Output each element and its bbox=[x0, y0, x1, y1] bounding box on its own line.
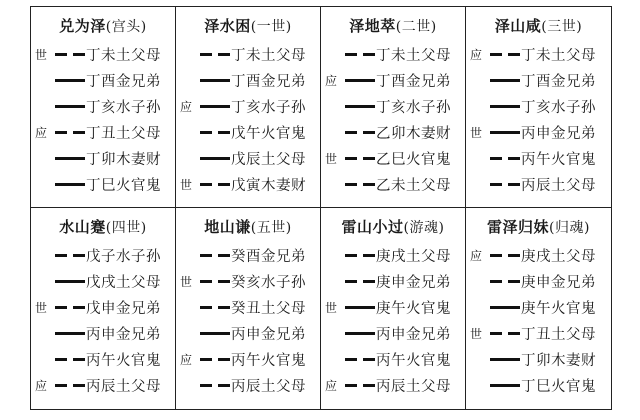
yao-line bbox=[325, 145, 461, 171]
yao-line bbox=[470, 372, 607, 398]
line-text: 戊申金兄弟 bbox=[86, 300, 161, 317]
line-text: 丁未土父母 bbox=[376, 47, 451, 64]
hexagram-title: 兑为泽(宫头) bbox=[59, 17, 147, 35]
yao-line bbox=[325, 93, 461, 119]
yang-line-icon bbox=[490, 101, 520, 111]
yang-line-icon bbox=[55, 179, 85, 189]
yin-line-icon bbox=[200, 354, 230, 364]
line-text: 丁亥水子孙 bbox=[86, 99, 161, 116]
line-text: 戊寅木妻财 bbox=[231, 177, 306, 194]
yang-line-icon bbox=[345, 75, 375, 85]
yin-line-icon bbox=[345, 276, 375, 286]
yin-line-icon bbox=[345, 354, 375, 364]
yang-line-icon bbox=[55, 101, 85, 111]
yao-line bbox=[35, 294, 171, 320]
line-text: 丙辰土父母 bbox=[86, 378, 161, 395]
line-mark: 世 bbox=[180, 274, 193, 289]
hexagram-title: 雷泽归妹(归魂) bbox=[487, 218, 590, 236]
yin-line-icon bbox=[200, 276, 230, 286]
yao-line bbox=[325, 294, 461, 320]
yang-line-icon bbox=[490, 302, 520, 312]
yao-line bbox=[470, 171, 607, 197]
yao-line bbox=[470, 294, 607, 320]
yao-line bbox=[470, 41, 607, 67]
line-text: 癸酉金兄弟 bbox=[231, 248, 306, 265]
line-text: 丁巳火官鬼 bbox=[521, 378, 596, 395]
yin-line-icon bbox=[200, 179, 230, 189]
line-mark: 应 bbox=[470, 47, 483, 62]
line-text: 丙辰土父母 bbox=[376, 378, 451, 395]
hexagram-title: 泽山咸(三世) bbox=[494, 17, 583, 35]
line-text: 丙午火官鬼 bbox=[231, 352, 306, 369]
line-text: 戊子水子孙 bbox=[86, 248, 161, 265]
line-text: 丁卯木妻财 bbox=[521, 352, 596, 369]
line-mark: 应 bbox=[180, 352, 193, 367]
line-text: 庚申金兄弟 bbox=[376, 274, 451, 291]
yao-line bbox=[35, 41, 171, 67]
line-text: 丙申金兄弟 bbox=[86, 326, 161, 343]
yin-line-icon bbox=[55, 302, 85, 312]
yao-line bbox=[35, 67, 171, 93]
hexagram-cell bbox=[176, 7, 321, 208]
yao-line bbox=[35, 171, 171, 197]
line-text: 丁酉金兄弟 bbox=[521, 73, 596, 90]
hexagram-cell bbox=[321, 208, 466, 409]
yao-line bbox=[180, 320, 316, 346]
yang-line-icon bbox=[55, 328, 85, 338]
yao-line bbox=[325, 372, 461, 398]
hexagram-cell bbox=[466, 7, 611, 208]
line-text: 丁未土父母 bbox=[521, 47, 596, 64]
yao-line bbox=[470, 268, 607, 294]
yao-line bbox=[180, 372, 316, 398]
line-text: 乙卯木妻财 bbox=[376, 125, 451, 142]
yao-line bbox=[470, 145, 607, 171]
yin-line-icon bbox=[490, 49, 520, 59]
yang-line-icon bbox=[490, 127, 520, 137]
line-text: 丁未土父母 bbox=[231, 47, 306, 64]
yang-line-icon bbox=[490, 380, 520, 390]
yao-line bbox=[470, 93, 607, 119]
yao-line bbox=[325, 41, 461, 67]
yang-line-icon bbox=[345, 302, 375, 312]
hexagram-title: 雷山小过(游魂) bbox=[341, 218, 445, 236]
hexagram-title: 泽地萃(二世) bbox=[349, 17, 437, 35]
line-text: 戊戌土父母 bbox=[86, 274, 161, 291]
hexagram-title: 泽水困(一世) bbox=[204, 17, 292, 35]
yin-line-icon bbox=[345, 380, 375, 390]
yao-line bbox=[180, 171, 316, 197]
yao-line bbox=[470, 119, 607, 145]
yin-line-icon bbox=[55, 354, 85, 364]
line-text: 丁亥水子孙 bbox=[521, 99, 596, 116]
line-text: 乙未土父母 bbox=[376, 177, 451, 194]
line-text: 丁酉金兄弟 bbox=[231, 73, 306, 90]
yao-line bbox=[470, 320, 607, 346]
yin-line-icon bbox=[55, 127, 85, 137]
hexagram-title: 地山谦(五世) bbox=[204, 218, 292, 236]
yao-line bbox=[180, 93, 316, 119]
line-text: 丙辰土父母 bbox=[231, 378, 306, 395]
line-mark: 应 bbox=[470, 248, 483, 263]
yin-line-icon bbox=[490, 328, 520, 338]
yao-line bbox=[35, 119, 171, 145]
line-text: 丁卯木妻财 bbox=[86, 151, 161, 168]
yao-line bbox=[325, 171, 461, 197]
yang-line-icon bbox=[55, 75, 85, 85]
hexagram-cell bbox=[466, 208, 611, 409]
yao-line bbox=[180, 41, 316, 67]
line-mark: 应 bbox=[35, 378, 48, 393]
yang-line-icon bbox=[200, 153, 230, 163]
yao-line bbox=[325, 119, 461, 145]
yao-line bbox=[35, 242, 171, 268]
line-text: 丁亥水子孙 bbox=[376, 99, 451, 116]
line-text: 癸亥水子孙 bbox=[231, 274, 306, 291]
line-text: 丙午火官鬼 bbox=[86, 352, 161, 369]
hexagram-title: 水山蹇(四世) bbox=[59, 218, 147, 236]
line-text: 丁巳火官鬼 bbox=[86, 177, 161, 194]
line-text: 戊辰土父母 bbox=[231, 151, 306, 168]
yao-line bbox=[325, 242, 461, 268]
yin-line-icon bbox=[200, 49, 230, 59]
hexagram-cell bbox=[321, 7, 466, 208]
line-text: 丙辰土父母 bbox=[521, 177, 596, 194]
yin-line-icon bbox=[55, 49, 85, 59]
line-mark: 应 bbox=[325, 73, 338, 88]
line-text: 癸丑土父母 bbox=[231, 300, 306, 317]
line-mark: 世 bbox=[470, 125, 483, 140]
line-text: 丁酉金兄弟 bbox=[376, 73, 451, 90]
line-mark: 世 bbox=[35, 47, 48, 62]
line-text: 庚申金兄弟 bbox=[521, 274, 596, 291]
yao-line bbox=[35, 268, 171, 294]
yang-line-icon bbox=[345, 328, 375, 338]
line-text: 丙申金兄弟 bbox=[521, 125, 596, 142]
yin-line-icon bbox=[345, 250, 375, 260]
yin-line-icon bbox=[200, 380, 230, 390]
line-text: 丁未土父母 bbox=[86, 47, 161, 64]
yao-line bbox=[180, 67, 316, 93]
line-text: 丁酉金兄弟 bbox=[86, 73, 161, 90]
line-mark: 世 bbox=[180, 177, 193, 192]
line-mark: 世 bbox=[325, 300, 338, 315]
yin-line-icon bbox=[490, 276, 520, 286]
line-text: 庚午火官鬼 bbox=[521, 300, 596, 317]
hexagram-table bbox=[30, 6, 612, 410]
yin-line-icon bbox=[345, 49, 375, 59]
yao-line bbox=[180, 145, 316, 171]
yang-line-icon bbox=[200, 101, 230, 111]
yao-line bbox=[35, 320, 171, 346]
line-text: 丙午火官鬼 bbox=[376, 352, 451, 369]
yin-line-icon bbox=[200, 127, 230, 137]
yao-line bbox=[180, 119, 316, 145]
yang-line-icon bbox=[200, 75, 230, 85]
yao-line bbox=[325, 320, 461, 346]
line-mark: 应 bbox=[180, 99, 193, 114]
yao-line bbox=[180, 294, 316, 320]
yao-line bbox=[470, 67, 607, 93]
yin-line-icon bbox=[490, 179, 520, 189]
line-text: 庚戌土父母 bbox=[376, 248, 451, 265]
hexagram-cell bbox=[31, 208, 176, 409]
yin-line-icon bbox=[490, 153, 520, 163]
yao-line bbox=[35, 145, 171, 171]
yao-line bbox=[180, 268, 316, 294]
line-text: 丙申金兄弟 bbox=[376, 326, 451, 343]
yao-line bbox=[180, 346, 316, 372]
yin-line-icon bbox=[200, 250, 230, 260]
yao-line bbox=[470, 242, 607, 268]
line-mark: 世 bbox=[35, 300, 48, 315]
line-text: 丁丑土父母 bbox=[521, 326, 596, 343]
yang-line-icon bbox=[490, 354, 520, 364]
yao-line bbox=[325, 67, 461, 93]
yin-line-icon bbox=[345, 179, 375, 189]
yang-line-icon bbox=[55, 276, 85, 286]
yao-line bbox=[35, 93, 171, 119]
line-text: 丙申金兄弟 bbox=[231, 326, 306, 343]
yin-line-icon bbox=[345, 127, 375, 137]
line-mark: 应 bbox=[35, 125, 48, 140]
line-text: 丙午火官鬼 bbox=[521, 151, 596, 168]
yang-line-icon bbox=[490, 75, 520, 85]
line-mark: 世 bbox=[470, 326, 483, 341]
yang-line-icon bbox=[345, 101, 375, 111]
line-text: 庚午火官鬼 bbox=[376, 300, 451, 317]
line-text: 丁亥水子孙 bbox=[231, 99, 306, 116]
yao-line bbox=[180, 242, 316, 268]
yang-line-icon bbox=[55, 153, 85, 163]
yao-line bbox=[325, 346, 461, 372]
line-text: 乙巳火官鬼 bbox=[376, 151, 451, 168]
line-text: 戊午火官鬼 bbox=[231, 125, 306, 142]
line-mark: 应 bbox=[325, 378, 338, 393]
yao-line bbox=[325, 268, 461, 294]
hexagram-cell bbox=[176, 208, 321, 409]
yin-line-icon bbox=[490, 250, 520, 260]
line-mark: 世 bbox=[325, 151, 338, 166]
line-text: 丁丑土父母 bbox=[86, 125, 161, 142]
yin-line-icon bbox=[345, 153, 375, 163]
yin-line-icon bbox=[55, 380, 85, 390]
yao-line bbox=[35, 346, 171, 372]
yao-line bbox=[470, 346, 607, 372]
yao-line bbox=[35, 372, 171, 398]
yin-line-icon bbox=[55, 250, 85, 260]
line-text: 庚戌土父母 bbox=[521, 248, 596, 265]
yin-line-icon bbox=[200, 302, 230, 312]
hexagram-cell bbox=[31, 7, 176, 208]
yang-line-icon bbox=[200, 328, 230, 338]
